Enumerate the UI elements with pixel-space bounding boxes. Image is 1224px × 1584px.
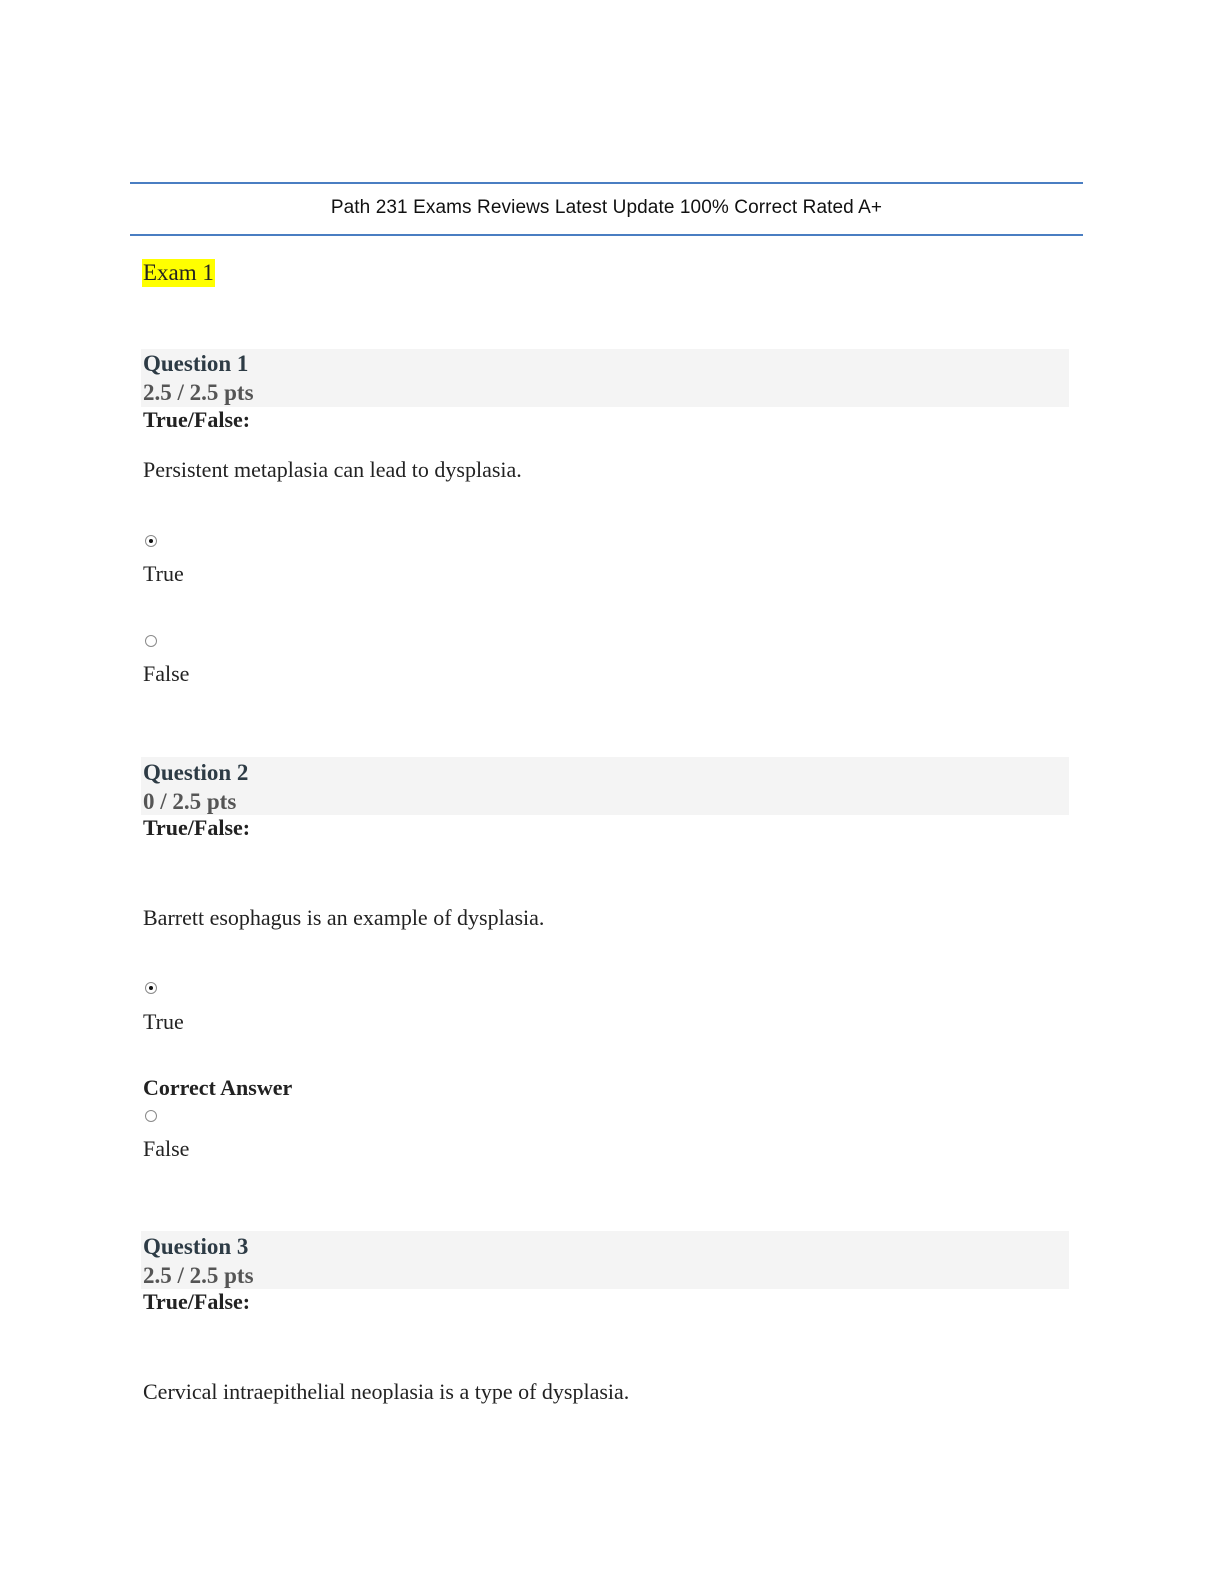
radio-true-selected[interactable] — [145, 982, 157, 994]
radio-false[interactable] — [145, 635, 157, 647]
question-type: True/False: — [143, 815, 251, 840]
header-bottom-rule — [130, 234, 1083, 236]
question-text: Cervical intraepithelial neoplasia is a type of dysplasia. — [143, 1379, 630, 1404]
question-header-bar — [141, 757, 1069, 815]
document-title: Path 231 Exams Reviews Latest Update 100% Correct Rated A+ — [330, 197, 883, 218]
question-header-bar — [141, 1231, 1069, 1289]
question-points: 0 / 2.5 pts — [143, 789, 237, 814]
question-type: True/False: — [143, 407, 251, 432]
question-text: Persistent metaplasia can lead to dysplasia. — [143, 457, 522, 482]
question-title: Question 1 — [143, 351, 249, 376]
radio-true-selected[interactable] — [145, 535, 157, 547]
question-title: Question 3 — [143, 1234, 249, 1259]
question-header-bar — [141, 349, 1069, 407]
question-title: Question 2 — [143, 760, 249, 785]
question-type: True/False: — [143, 1289, 251, 1314]
radio-false[interactable] — [145, 1110, 157, 1122]
option-label-false: False — [143, 1136, 190, 1161]
question-text: Barrett esophagus is an example of dysplasia. — [143, 905, 545, 930]
exam-label-highlighted: Exam 1 — [143, 260, 214, 285]
correct-answer-label: Correct Answer — [143, 1075, 293, 1100]
option-label-false: False — [143, 661, 190, 686]
question-points: 2.5 / 2.5 pts — [143, 380, 254, 405]
option-label-true: True — [143, 561, 184, 586]
header-top-rule — [130, 182, 1083, 184]
option-label-true: True — [143, 1009, 184, 1034]
question-points: 2.5 / 2.5 pts — [143, 1263, 254, 1288]
